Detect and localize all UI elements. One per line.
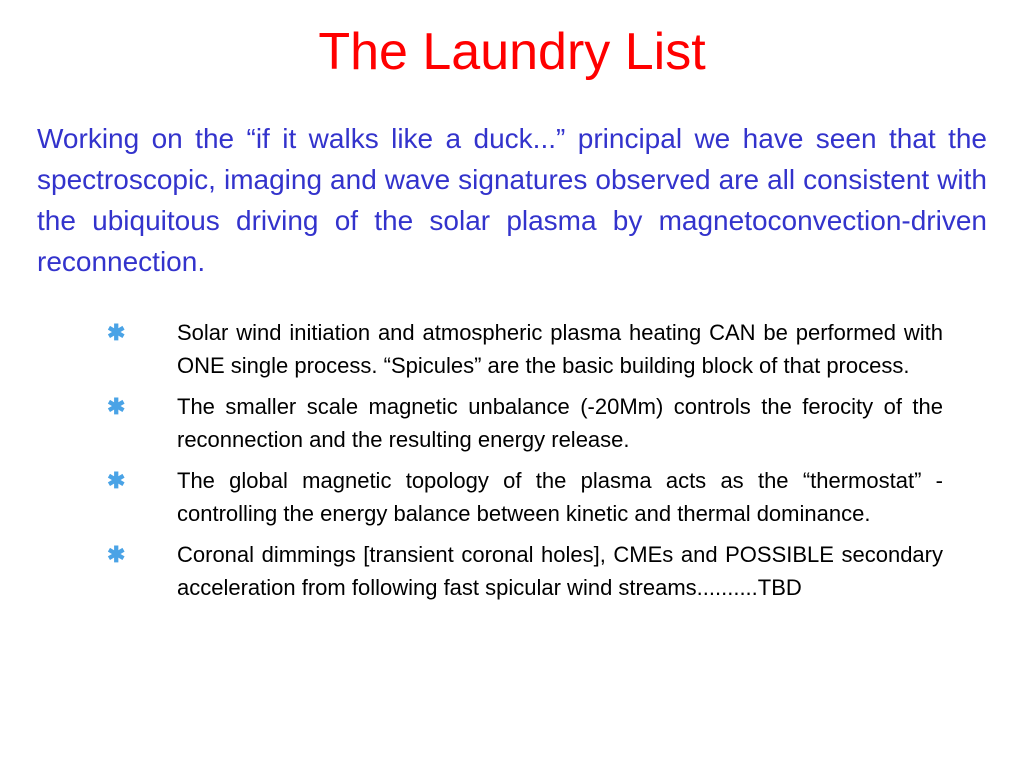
bullet-list [107, 316, 943, 612]
asterisk-bullet-icon: ✱ [107, 394, 126, 419]
list-item [107, 316, 943, 382]
list-item [107, 464, 943, 530]
bullet-text: Solar wind initiation and atmospheric plasma heating CAN be performed with ONE single process. “Spicules” are the basic building block of that process. [177, 320, 943, 378]
bullet-text: Coronal dimmings [transient coronal holes], CMEs and POSSIBLE secondary acceleration from following fast spicular wind streams..........TBD [177, 542, 943, 600]
list-item [107, 390, 943, 456]
slide-title: The Laundry List [318, 23, 706, 81]
bullet-text: The global magnetic topology of the plasma acts as the “thermostat” - controlling the energy balance between kinetic and thermal dominance. [177, 468, 943, 526]
asterisk-bullet-icon: ✱ [107, 542, 126, 567]
intro-paragraph: Working on the “if it walks like a duck...” principal we have seen that the spectroscopic, imaging and wave signatures observed are all consistent with the ubiquitous driving of the solar plasma by magnetoconvection-driven reconnection. [37, 123, 987, 277]
asterisk-bullet-icon: ✱ [107, 320, 126, 345]
list-item [107, 538, 943, 604]
bullet-text: The smaller scale magnetic unbalance (-20Mm) controls the ferocity of the reconnection and the resulting energy release. [177, 394, 943, 452]
asterisk-bullet-icon: ✱ [107, 468, 126, 493]
